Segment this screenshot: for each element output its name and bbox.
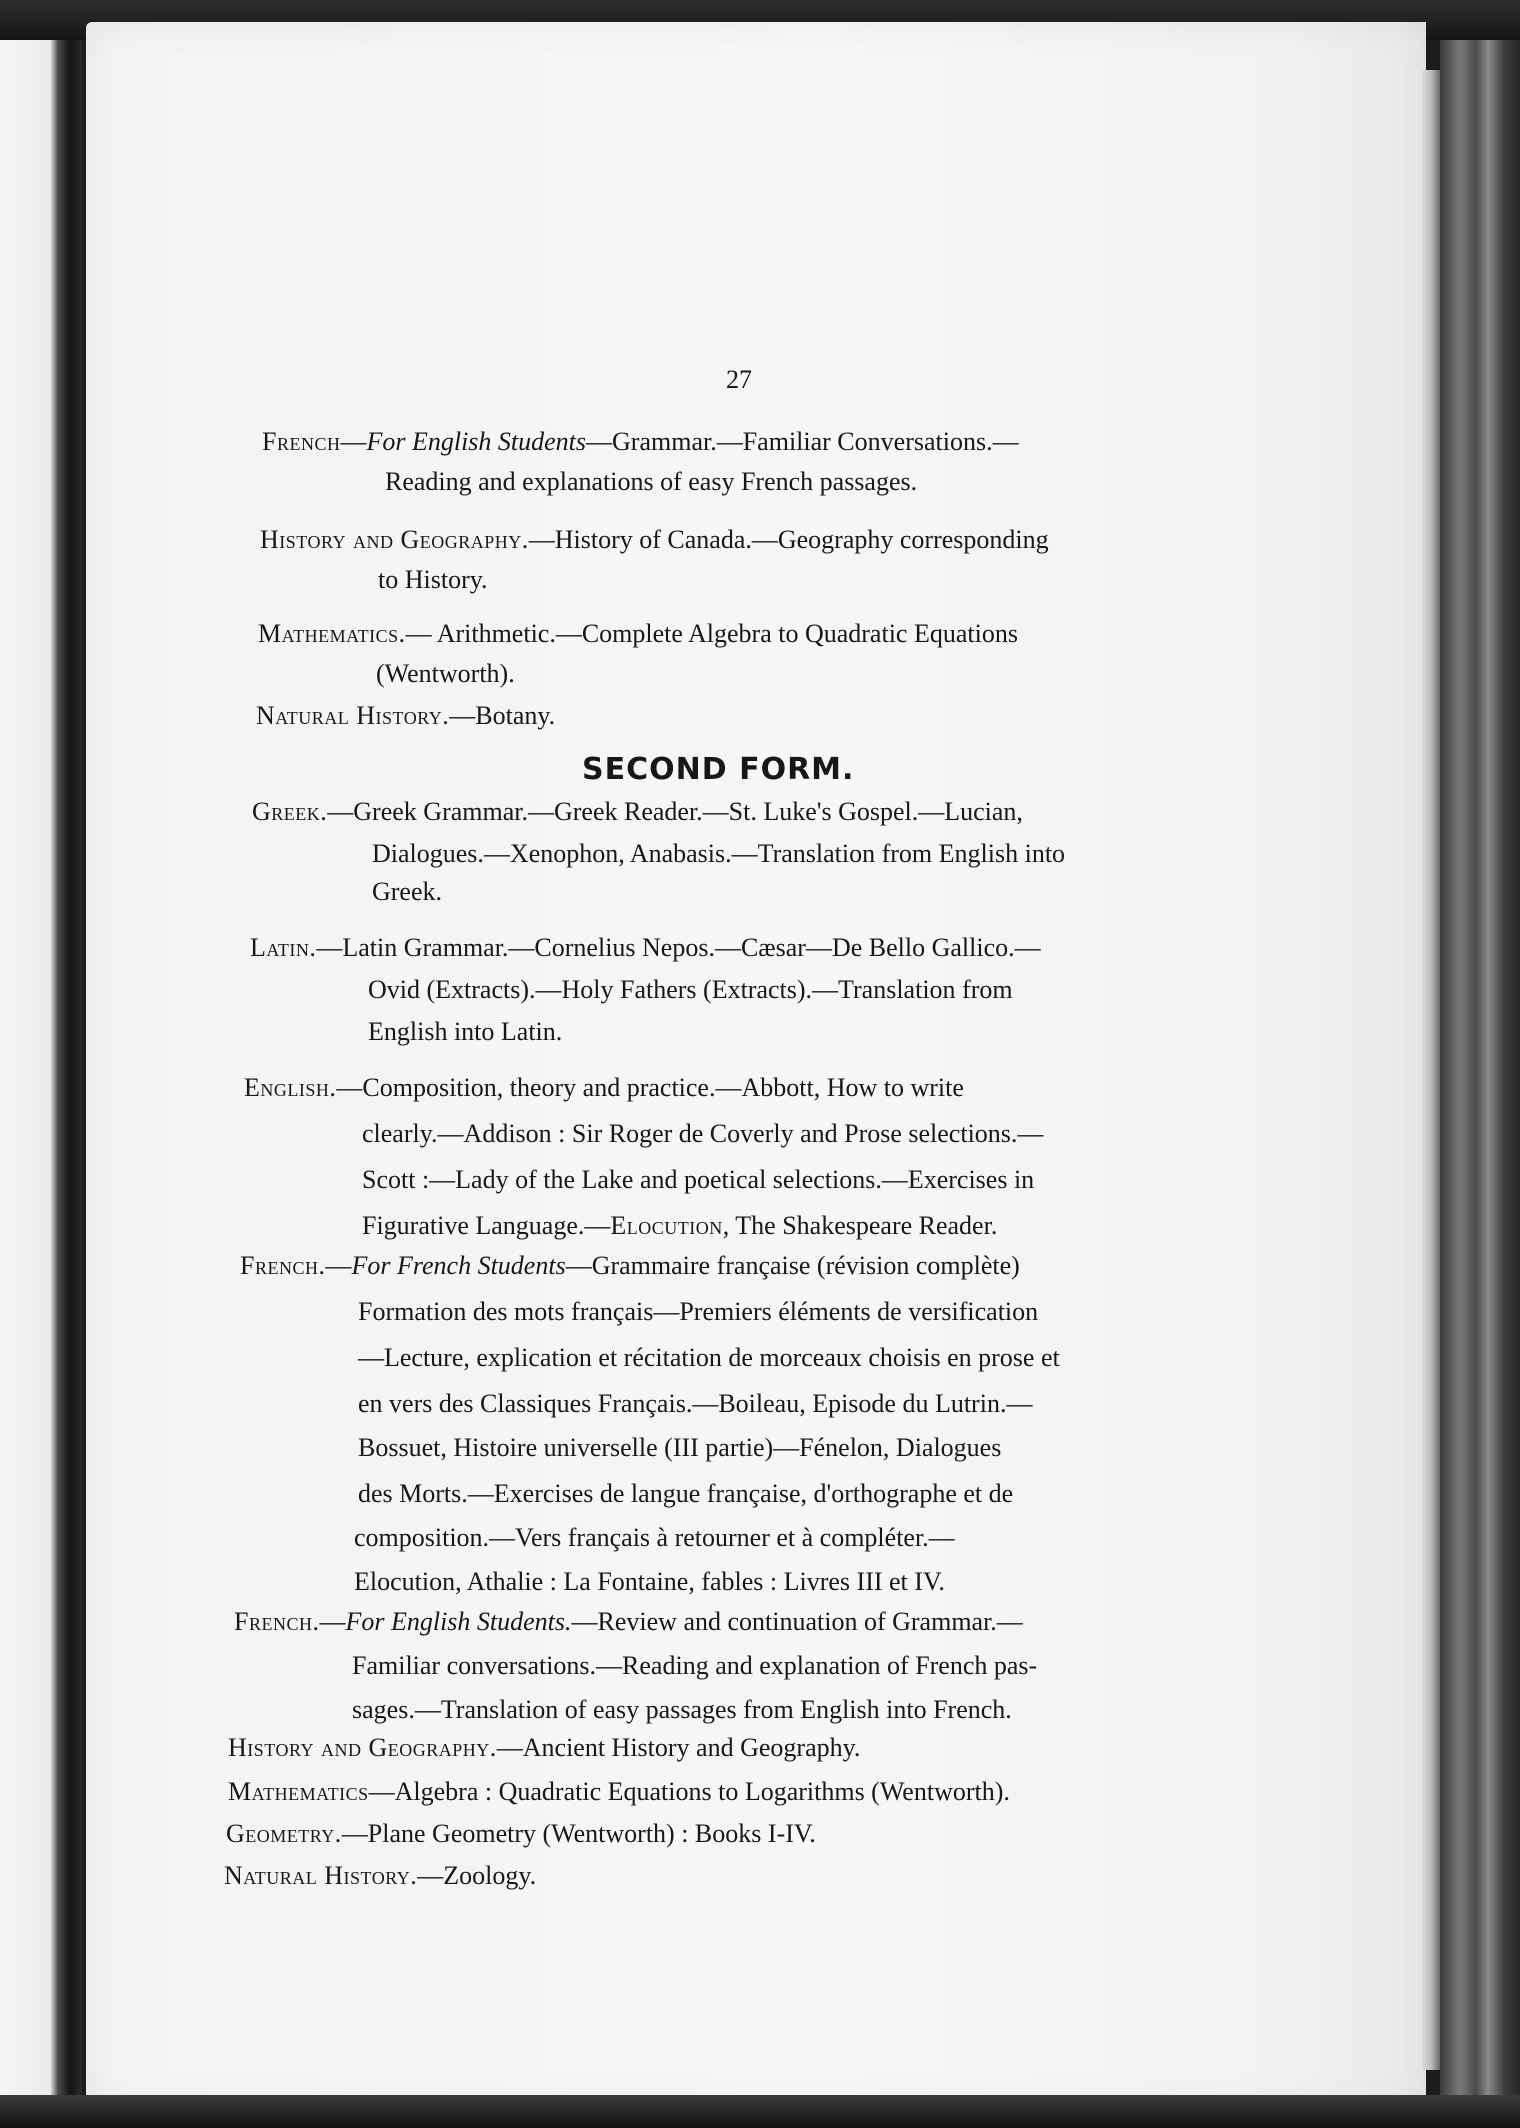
entry-line: to History. bbox=[378, 565, 488, 594]
entry-line: Bossuet, Histoire universelle (III partie)—Fénelon, Dialogues bbox=[358, 1433, 1002, 1462]
subject-label: French bbox=[262, 427, 341, 456]
entry-line: —Latin Grammar.—Cornelius Nepos.—Cæsar—De Bello Gallico.— bbox=[316, 933, 1041, 962]
entry-line: —Composition, theory and practice.—Abbott, How to write bbox=[336, 1073, 964, 1102]
entry-line: (Wentworth). bbox=[376, 659, 515, 688]
subject-emphasis: For French Students bbox=[351, 1251, 566, 1280]
entry-line: Greek. bbox=[372, 877, 443, 906]
entry-line: Dialogues.—Xenophon, Anabasis.—Translation from English into bbox=[372, 839, 1066, 868]
entry-line: —Greek Grammar.—Greek Reader.—St. Luke's Gospel.—Lucian, bbox=[327, 797, 1023, 826]
entry-line: clearly.—Addison : Sir Roger de Coverly and Prose selections.— bbox=[362, 1119, 1044, 1148]
dash: — bbox=[340, 427, 367, 456]
entry-line: —Ancient History and Geography. bbox=[496, 1733, 861, 1762]
entry-line: —Lecture, explication et récitation de morceaux choisis en prose et bbox=[358, 1343, 1060, 1372]
entry-line-tail: , The Shakespeare Reader. bbox=[722, 1211, 998, 1240]
subject-emphasis: For English Students bbox=[366, 427, 587, 456]
subject-label: History and Geography. bbox=[228, 1733, 497, 1762]
subject-emphasis: For English Students. bbox=[345, 1607, 572, 1636]
subject-label: Natural History. bbox=[256, 701, 450, 730]
subject-label: Natural History. bbox=[224, 1861, 418, 1890]
subject-label: Mathematics. bbox=[258, 619, 406, 648]
subject-label: Greek. bbox=[252, 797, 328, 826]
entry-line: Ovid (Extracts).—Holy Fathers (Extracts).—Translation from bbox=[368, 975, 1013, 1004]
entry-line: composition.—Vers français à retourner et à compléter.— bbox=[354, 1523, 955, 1552]
dash: — bbox=[319, 1607, 346, 1636]
entry-line: en vers des Classiques Français.—Boileau, Episode du Lutrin.— bbox=[358, 1389, 1033, 1418]
entry-line: des Morts.—Exercises de langue française, d'orthographe et de bbox=[358, 1479, 1014, 1508]
entry-line: English into Latin. bbox=[368, 1017, 563, 1046]
section-heading-second-form: SECOND FORM. bbox=[582, 752, 855, 787]
entry-line: —Zoology. bbox=[417, 1861, 537, 1890]
entry-line: Elocution, Athalie : La Fontaine, fables : Livres III et IV. bbox=[354, 1567, 945, 1596]
entry-line: —Botany. bbox=[449, 701, 556, 730]
entry-line: Formation des mots français—Premiers éléments de versification bbox=[358, 1297, 1039, 1326]
subject-label: Latin. bbox=[250, 933, 317, 962]
entry-line: Familiar conversations.—Reading and explanation of French pas- bbox=[352, 1651, 1038, 1680]
subject-label: French. bbox=[234, 1607, 320, 1636]
entry-line: —Plane Geometry (Wentworth) : Books I-IV. bbox=[341, 1819, 816, 1848]
subject-label: History and Geography. bbox=[260, 525, 529, 554]
dash: — bbox=[325, 1251, 352, 1280]
entry-line: Reading and explanations of easy French passages. bbox=[385, 467, 918, 496]
elocution-label: Elocution bbox=[610, 1211, 723, 1240]
entry-line: —Review and continuation of Grammar.— bbox=[571, 1607, 1023, 1636]
subject-label: Mathematics bbox=[228, 1777, 369, 1806]
entry-line: —Grammar.—Familiar Conversations.— bbox=[586, 427, 1019, 456]
subject-label: French. bbox=[240, 1251, 326, 1280]
entry-line: —History of Canada.—Geography corresponding bbox=[528, 525, 1049, 554]
entry-line: Figurative Language.— bbox=[362, 1211, 611, 1240]
entry-line: sages.—Translation of easy passages from English into French. bbox=[352, 1695, 1012, 1724]
entry-line: —Grammaire française (révision complète) bbox=[565, 1251, 1020, 1280]
page-number: 27 bbox=[726, 365, 752, 394]
subject-label: Geometry. bbox=[226, 1819, 342, 1848]
entry-line: — Arithmetic.—Complete Algebra to Quadratic Equations bbox=[405, 619, 1018, 648]
entry-line: —Algebra : Quadratic Equations to Logarithms (Wentworth). bbox=[368, 1777, 1010, 1806]
entry-line: Scott :—Lady of the Lake and poetical selections.—Exercises in bbox=[362, 1165, 1035, 1194]
subject-label: English. bbox=[244, 1073, 337, 1102]
